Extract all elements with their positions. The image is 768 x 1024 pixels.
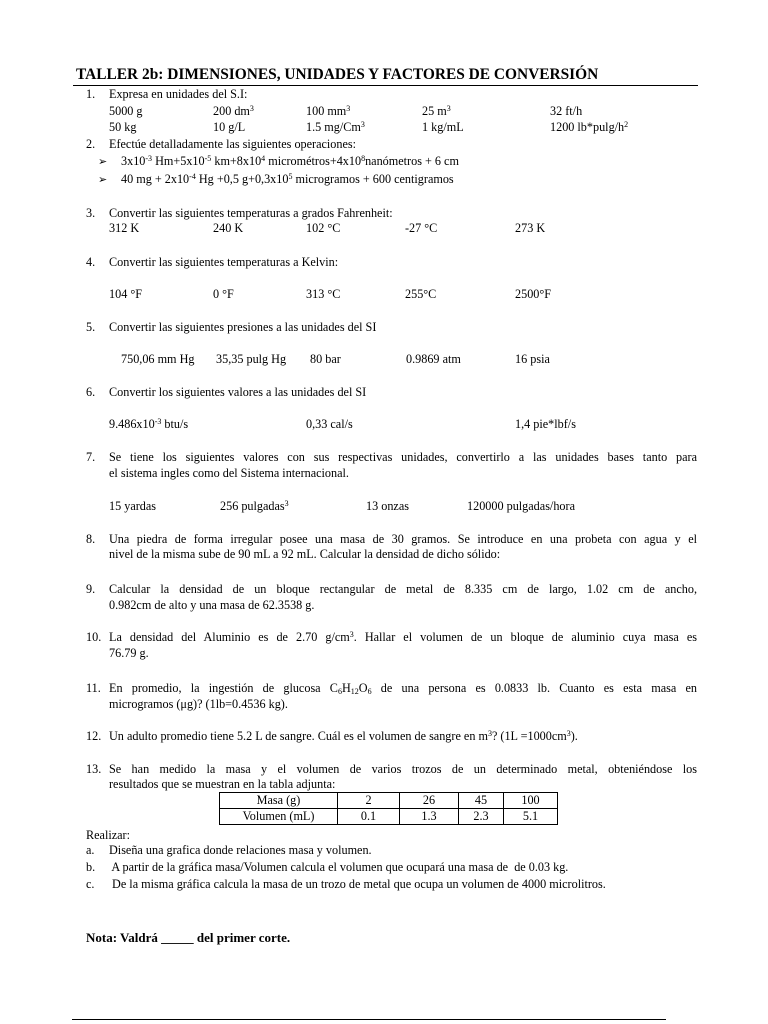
table-cell: 5.1	[504, 809, 558, 825]
q1-value: 10 g/L	[213, 120, 246, 134]
q4-text: Convertir las siguientes temperaturas a Kelvin:	[109, 255, 339, 269]
q1-value: 32 ft/h	[550, 104, 583, 118]
realizar-item-letter: a.	[86, 843, 95, 857]
q7-value: 13 onzas	[366, 499, 409, 513]
table-cell: 100	[504, 793, 558, 809]
q1-value: 25 $m^3$	[422, 104, 451, 118]
q12-text: Un adulto promedio tiene 5.2 L de sangre. Cuál es el volumen de sangre en $m^3$? $(1L =1000cm^3)$.	[109, 729, 578, 743]
q7-value: 120000 pulgadas/hora	[467, 499, 575, 513]
realizar-item-text: De la misma gráfica calcula la masa de un trozo de metal que ocupa un volumen de 4000 microlitros.	[109, 877, 606, 891]
q5-value: 750,06 mm Hg	[121, 352, 195, 366]
bottom-rule	[72, 1019, 666, 1020]
q13-text-line: Se han medido la masa y el volumen de varios trozos de un determinado metal, obteniéndose los	[109, 762, 697, 776]
q6-number: 6.	[86, 385, 96, 399]
q10-number: 10.	[86, 630, 102, 644]
q4-value: 104 °F	[109, 287, 142, 301]
q1-value: 5000 g	[109, 104, 143, 118]
q4-value: 0 °F	[213, 287, 234, 301]
q9-text-line: Calcular la densidad de un bloque rectangular de metal de 8.335 cm de largo, 1.02 cm de ancho,	[109, 582, 697, 596]
q1-value: 1.5 mg/Cm$^3$	[306, 120, 365, 134]
q11-text-line: En promedio, la ingestión de glucosa $C_6H_{12}O_6$ de una persona es 0.0833 lb. Cuanto es esta masa en	[109, 681, 698, 696]
q4-value: 2500°F	[515, 287, 552, 301]
q5-value: 16 psia	[515, 352, 550, 366]
q1-value: 200 $dm^3$	[213, 104, 254, 118]
realizar-item-letter: c.	[86, 877, 95, 891]
q4-number: 4.	[86, 255, 96, 269]
q3-value: 273 K	[515, 221, 546, 235]
table-cell: 0.1	[338, 809, 400, 825]
q7-text-line: el sistema ingles como del Sistema internacional.	[109, 466, 349, 480]
q3-text: Convertir las siguientes temperaturas a grados Fahrenheit:	[109, 206, 393, 220]
q3-value: 312 K	[109, 221, 140, 235]
q13-number: 13.	[86, 762, 102, 776]
grading-note: Nota: Valdrá _____ del primer corte.	[86, 930, 291, 945]
q5-value: 0.9869 atm	[406, 352, 461, 366]
mass-volume-table	[219, 792, 558, 825]
q5-value: 80 bar	[310, 352, 341, 366]
q11-number: 11.	[86, 681, 101, 695]
q6-value: 0,33 cal/s	[306, 417, 353, 431]
q8-text-line: nivel de la misma sube de 90 mL a 92 mL. Calcular la densidad de dicho sólido:	[109, 547, 501, 561]
q3-number: 3.	[86, 206, 96, 220]
q3-value: 240 K	[213, 221, 244, 235]
q6-value: 1,4 pie*lbf/s	[515, 417, 576, 431]
table-cell: 2.3	[459, 809, 504, 825]
q7-value: 256 pulgadas$^3$	[220, 499, 289, 513]
realizar-item-text: Diseña una grafica donde relaciones masa y volumen.	[109, 843, 372, 857]
realizar-item-letter: b.	[86, 860, 96, 874]
table-cell: Masa (g)	[220, 793, 338, 809]
q13-text-line: resultados que se muestran en la tabla adjunta:	[109, 777, 336, 791]
q4-value: 313 °C	[306, 287, 341, 301]
q2-text: Efectúe detalladamente las siguientes operaciones:	[109, 137, 357, 151]
realizar-item-text: A partir de la gráfica masa/Volumen calcula el volumen que ocupará una masa de de 0.03 kg.	[109, 860, 569, 874]
q12-number: 12.	[86, 729, 102, 743]
q9-text-line: 0.982cm de alto y una masa de 62.3538 g.	[109, 598, 315, 612]
q7-text-line: Se tiene los siguientes valores con sus respectivas unidades, convertirlo a las unidades bases tanto para	[109, 450, 697, 464]
table-cell: 2	[338, 793, 400, 809]
table-cell: 45	[459, 793, 504, 809]
q1-text: Expresa en unidades del S.I:	[109, 87, 248, 101]
q3-value: -27 °C	[405, 221, 438, 235]
q6-text: Convertir los siguientes valores a las unidades del SI	[109, 385, 367, 399]
realizar-label: Realizar:	[86, 828, 130, 842]
q4-value: 255°C	[405, 287, 437, 301]
q1-value: 1200 $lb*pulg/h^2$	[550, 120, 629, 134]
worksheet-title: TALLER 2b: DIMENSIONES, UNIDADES Y FACTORES DE CONVERSIÓN	[76, 66, 599, 83]
table-cell: Volumen (mL)	[220, 809, 338, 825]
bullet-arrow-icon: ➢	[98, 173, 108, 186]
table-cell: 26	[400, 793, 459, 809]
q2-operation-1: $3x10^{-3}$ $Hm+5x10^{-5}$ $km+8x10^4$ $micrométros+4x10^8nanómetros + 6$ cm	[121, 154, 459, 168]
q5-number: 5.	[86, 320, 96, 334]
q8-text-line: Una piedra de forma irregular posee una masa de 30 gramos. Se introduce en una probeta con agua y el	[109, 532, 697, 546]
q7-value: 15 yardas	[109, 499, 157, 513]
table-row	[220, 793, 558, 809]
q5-text: Convertir las siguientes presiones a las unidades del SI	[109, 320, 377, 334]
q2-number: 2.	[86, 137, 96, 151]
q10-text-line: 76.79 g.	[109, 646, 149, 660]
bullet-arrow-icon: ➢	[98, 155, 108, 168]
q5-value: 35,35 pulg Hg	[216, 352, 287, 366]
table-row	[220, 809, 558, 825]
q9-number: 9.	[86, 582, 96, 596]
q1-number: 1.	[86, 87, 96, 101]
q1-value: 50 kg	[109, 120, 137, 134]
q3-value: 102 °C	[306, 221, 341, 235]
table-cell: 1.3	[400, 809, 459, 825]
q1-value: 1 kg/mL	[422, 120, 464, 134]
q2-operation-2: 40 mg + $2x10^{-4}$ Hg +0,5 $g+0,3x10^5$ microgramos + 600 centigramos	[121, 172, 454, 186]
q10-text-line: La densidad del Aluminio es de 2.70 $g/cm^3$. Hallar el volumen de un bloque de aluminio cuya masa es	[109, 630, 697, 644]
title-underline	[73, 85, 698, 86]
q7-number: 7.	[86, 450, 96, 464]
q8-number: 8.	[86, 532, 96, 546]
q6-value: $9.486x10^{-3}$ btu/s	[109, 417, 189, 431]
q1-value: 100 $mm^3$	[306, 104, 351, 118]
q11-text-line: microgramos (μg)? (1lb=0.4536 kg).	[109, 697, 288, 711]
